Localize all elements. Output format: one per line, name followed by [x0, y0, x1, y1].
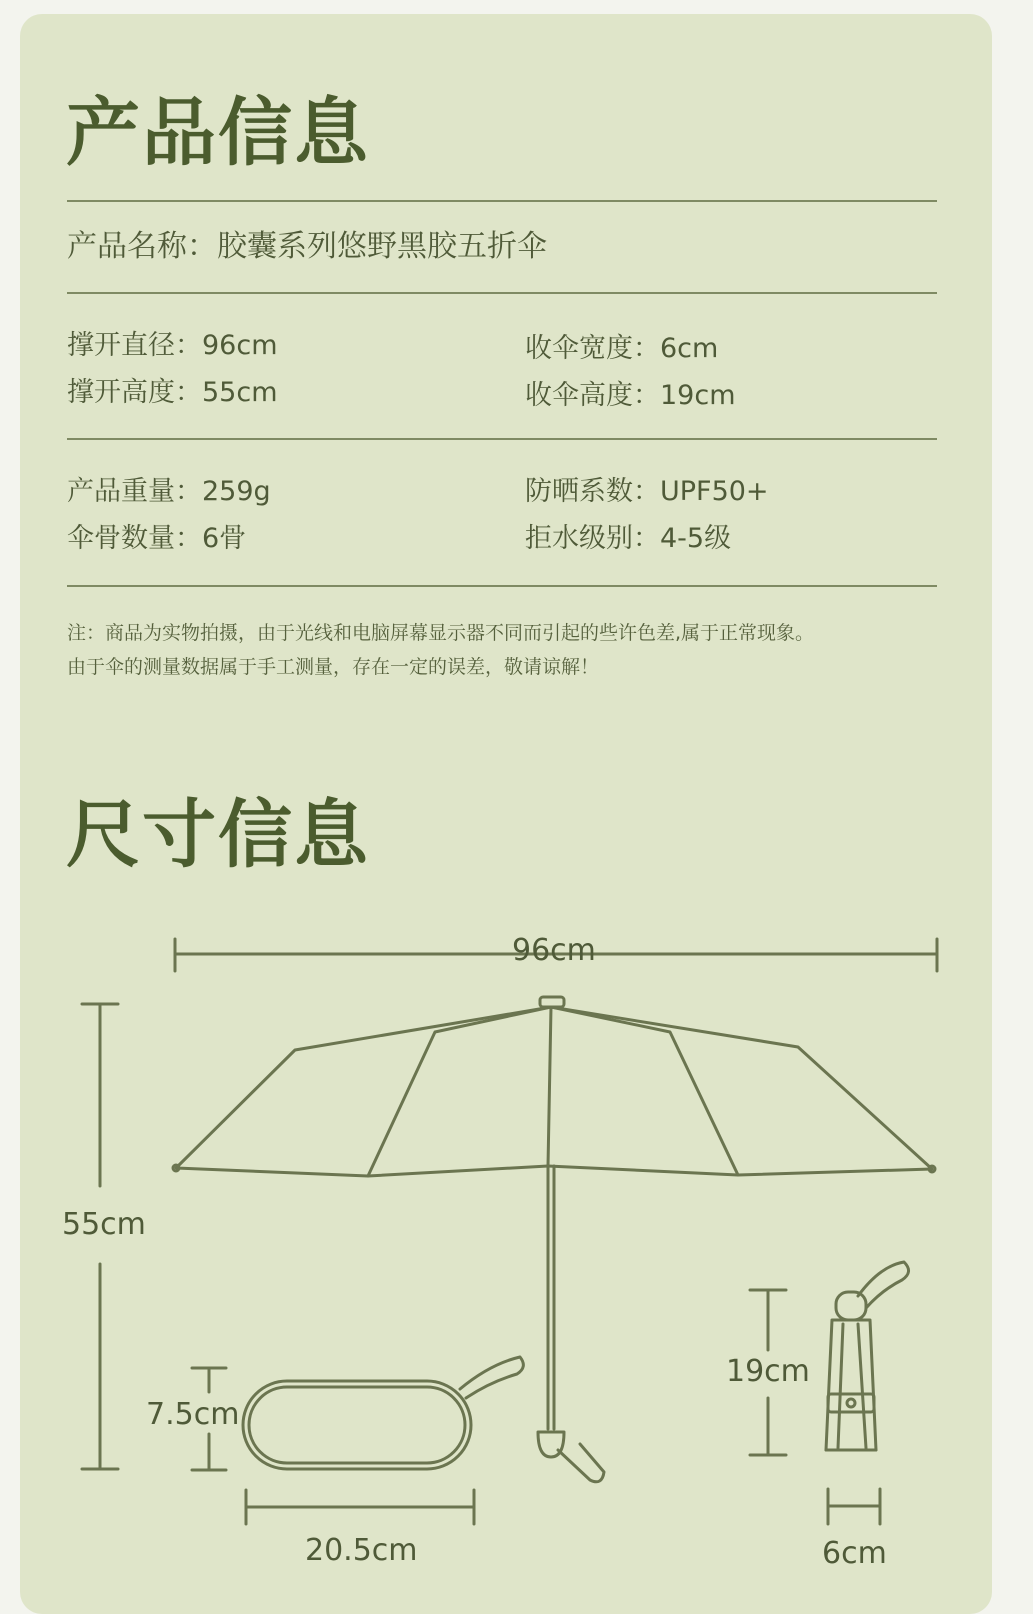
- spec-weight: 产品重量：259g: [67, 476, 271, 507]
- case-length-dimension-line: [246, 1490, 474, 1524]
- spec-ribs: 伞骨数量：6骨: [67, 523, 247, 554]
- spec-folded-height: 收伞高度：19cm: [525, 380, 736, 411]
- open-umbrella-icon: [173, 997, 935, 1482]
- spec-folded-width: 收伞宽度：6cm: [525, 333, 719, 364]
- spec-water-repellency: 拒水级别：4-5级: [525, 523, 732, 554]
- folded-umbrella-icon: [826, 1262, 909, 1450]
- folded-width-label: 6cm: [822, 1536, 887, 1571]
- spec-open-diameter: 撑开直径：96cm: [67, 330, 278, 361]
- folded-height-label: 19cm: [726, 1354, 810, 1389]
- spec-uv-rating: 防晒系数：UPF50+: [525, 476, 769, 507]
- case-length-label: 20.5cm: [305, 1533, 418, 1568]
- product-name: 产品名称：胶囊系列悠野黑胶五折伞: [67, 229, 547, 264]
- product-info-title: 产品信息: [66, 90, 370, 176]
- size-diagram: [20, 14, 992, 1614]
- open-height-label: 55cm: [62, 1207, 146, 1242]
- umbrella-case-icon: [243, 1357, 523, 1469]
- disclaimer-line-2: 由于伞的测量数据属于手工测量，存在一定的误差，敬请谅解！: [67, 656, 600, 678]
- open-width-label: 96cm: [512, 933, 596, 968]
- product-card: [20, 14, 992, 1614]
- size-info-title: 尺寸信息: [66, 792, 370, 878]
- case-height-label: 7.5cm: [146, 1397, 240, 1432]
- folded-width-dimension-line: [828, 1489, 880, 1524]
- disclaimer-line-1: 注：商品为实物拍摄，由于光线和电脑屏幕显示器不同而引起的些许色差,属于正常现象。: [67, 622, 815, 644]
- spec-open-height: 撑开高度：55cm: [67, 377, 278, 408]
